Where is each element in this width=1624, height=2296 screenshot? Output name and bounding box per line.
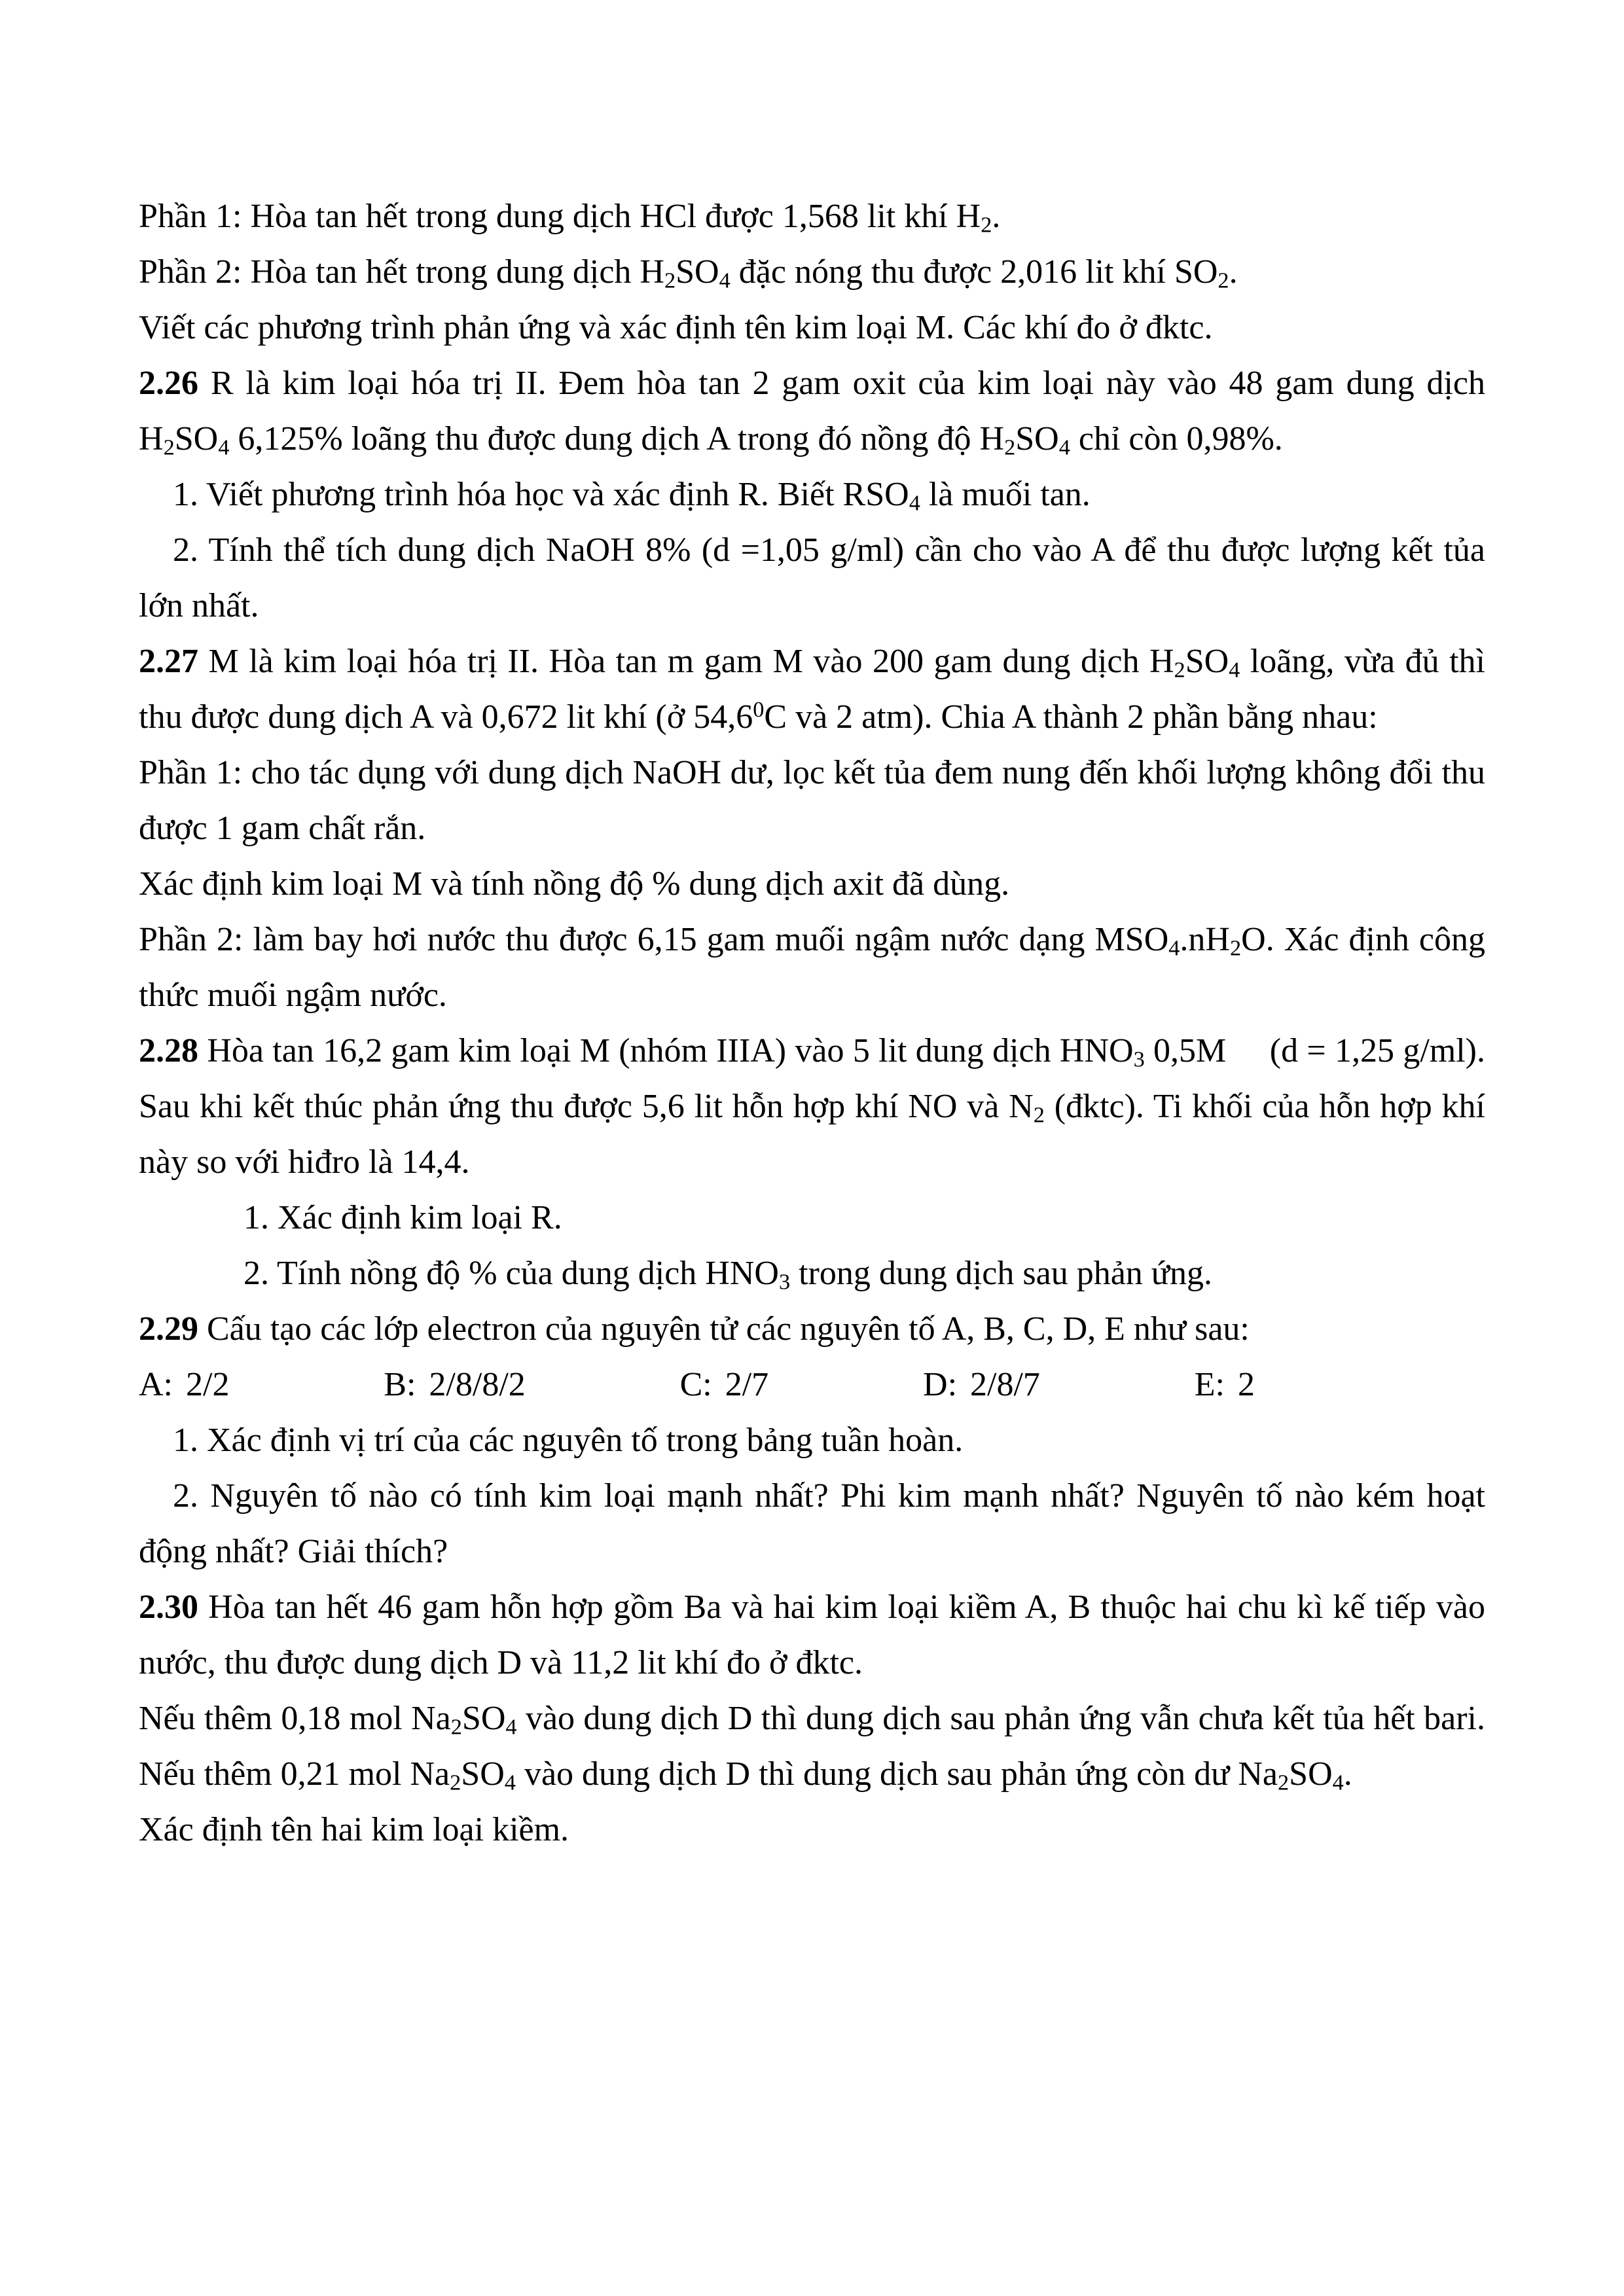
electron-config-d bbox=[923, 1357, 1040, 1412]
problem-number: 2.29 bbox=[139, 1310, 198, 1348]
problem-2-26-item-1 bbox=[139, 467, 1485, 522]
problem-number: 2.30 bbox=[139, 1588, 198, 1626]
element-config: 2/8/8/2 bbox=[429, 1366, 526, 1403]
problem-text: Hòa tan 16,2 gam kim loại M (nhóm IIIA) vào 5 lit dung dịch $HNO_3$ 0,5M (d = 1,25 g/ml). Sau khi kết thúc phản ứng thu được 5,6 lit hỗn hợp khí NO và $N_2$ (đktc). Ti khối của hỗn hợp khí này so với hiđro là 14,4. bbox=[139, 1032, 1486, 1181]
problem-2-26-item-2 bbox=[139, 522, 1485, 634]
part2-line bbox=[139, 244, 1485, 300]
problem-2-27 bbox=[139, 634, 1485, 745]
problem-2-30-detail bbox=[139, 1691, 1485, 1802]
electron-config-c bbox=[680, 1357, 769, 1412]
problem-text: R là kim loại hóa trị II. Đem hòa tan 2 gam oxit của kim loại này vào 48 gam dung dịch $H_2SO_4$ 6,125% loãng thu được dung dịch A trong đó nồng độ $H_2SO_4$ chỉ còn 0,98%. bbox=[139, 365, 1486, 460]
problem-2-27-part-1 bbox=[139, 745, 1485, 856]
problem-text: Hòa tan hết 46 gam hỗn hợp gồm Ba và hai kim loại kiềm A, B thuộc hai chu kì kế tiếp vào nước, thu được dung dịch D và 11,2 lit khí đo ở đktc. bbox=[139, 1588, 1485, 1681]
element-symbol: C: bbox=[679, 1366, 712, 1403]
problem-text: M là kim loại hóa trị II. Hòa tan m gam M vào 200 gam dung dịch $H_2SO_4$ loãng, vừa đủ thì thu được dung dịch A và 0,672 lit khí (ở 54,6$^0$C và 2 atm). Chia A thành 2 phần bằng nhau: bbox=[139, 643, 1485, 736]
problem-2-29-item-2 bbox=[139, 1468, 1485, 1579]
problem-2-30-question bbox=[139, 1802, 1485, 1857]
problem-2-28-item-1 bbox=[139, 1190, 1485, 1246]
paragraph-text: Viết các phương trình phản ứng và xác định tên kim loại M. Các khí đo ở đktc. bbox=[139, 309, 1213, 346]
item-text: 2. Tính thể tích dung dịch NaOH 8% (d =1,05 g/ml) cần cho vào A để thu được lượng kết tủa lớn nhất. bbox=[139, 531, 1485, 624]
electron-config-e bbox=[1195, 1357, 1255, 1412]
item-text: 2. Nguyên tố nào có tính kim loại mạnh nhất? Phi kim mạnh nhất? Nguyên tố nào kém hoạt động nhất? Giải thích? bbox=[139, 1477, 1485, 1570]
paragraph-text: Phần 2: Hòa tan hết trong dung dịch $H_2SO_4$ đặc nóng thu được 2,016 lit khí $SO_2$. bbox=[139, 253, 1238, 293]
part1-line bbox=[139, 188, 1485, 244]
problem-number: 2.26 bbox=[139, 365, 198, 402]
problem-2-28 bbox=[139, 1023, 1485, 1190]
paragraph-text: Phần 1: Hòa tan hết trong dung dịch HCl được 1,568 lit khí $H_2$. bbox=[139, 198, 1001, 238]
problem-2-29-item-1 bbox=[139, 1412, 1485, 1468]
item-text: 1. Xác định vị trí của các nguyên tố trong bảng tuần hoàn. bbox=[173, 1422, 964, 1459]
electron-config-b bbox=[384, 1357, 525, 1412]
paragraph-text: Xác định tên hai kim loại kiềm. bbox=[139, 1811, 569, 1848]
element-config: 2/8/7 bbox=[970, 1366, 1040, 1403]
item-text: 1. Viết phương trình hóa học và xác định R. Biết $RSO_4$ là muối tan. bbox=[173, 476, 1091, 516]
problem-2-26 bbox=[139, 355, 1485, 467]
paragraph-text: Nếu thêm 0,18 mol $Na_2SO_4$ vào dung dịch D thì dung dịch sau phản ứng vẫn chưa kết tủa hết bari. Nếu thêm 0,21 mol $Na_2SO_4$ vào dung dịch D thì dung dịch sau phản ứng còn dư $Na_2SO_4$. bbox=[139, 1700, 1485, 1795]
problem-number: 2.27 bbox=[139, 643, 198, 680]
electron-config-a bbox=[139, 1357, 229, 1412]
element-config: 2 bbox=[1237, 1366, 1255, 1403]
paragraph-text: Phần 2: làm bay hơi nước thu được 6,15 gam muối ngậm nước dạng $MSO_4.nH_2O$. Xác định công thức muối ngậm nước. bbox=[139, 921, 1486, 1014]
electron-config-row bbox=[139, 1357, 1255, 1412]
item-text: 1. Xác định kim loại R. bbox=[244, 1199, 562, 1236]
item-text: 2. Tính nồng độ % của dung dịch $HNO_3$ trong dung dịch sau phản ứng. bbox=[244, 1255, 1212, 1295]
problem-text: Cấu tạo các lớp electron của nguyên tử các nguyên tố A, B, C, D, E như sau: bbox=[207, 1310, 1250, 1348]
problem-number: 2.28 bbox=[139, 1032, 198, 1069]
problem-2-27-question bbox=[139, 856, 1485, 912]
problem-2-29 bbox=[139, 1301, 1485, 1357]
paragraph-text: Phần 1: cho tác dụng với dung dịch NaOH dư, lọc kết tủa đem nung đến khối lượng không đổi thu được 1 gam chất rắn. bbox=[139, 754, 1485, 847]
element-config: 2/2 bbox=[186, 1366, 230, 1403]
problem-2-30 bbox=[139, 1579, 1485, 1691]
element-symbol: B: bbox=[384, 1366, 416, 1403]
paragraph-text: Xác định kim loại M và tính nồng độ % dung dịch axit đã dùng. bbox=[139, 865, 1010, 903]
element-symbol: D: bbox=[923, 1366, 958, 1403]
problem-2-28-item-2 bbox=[139, 1246, 1485, 1301]
problem-2-27-part-2 bbox=[139, 912, 1485, 1023]
element-config: 2/7 bbox=[725, 1366, 769, 1403]
element-symbol: E: bbox=[1194, 1366, 1225, 1403]
element-symbol: A: bbox=[139, 1366, 173, 1403]
write-equations-line bbox=[139, 300, 1485, 355]
